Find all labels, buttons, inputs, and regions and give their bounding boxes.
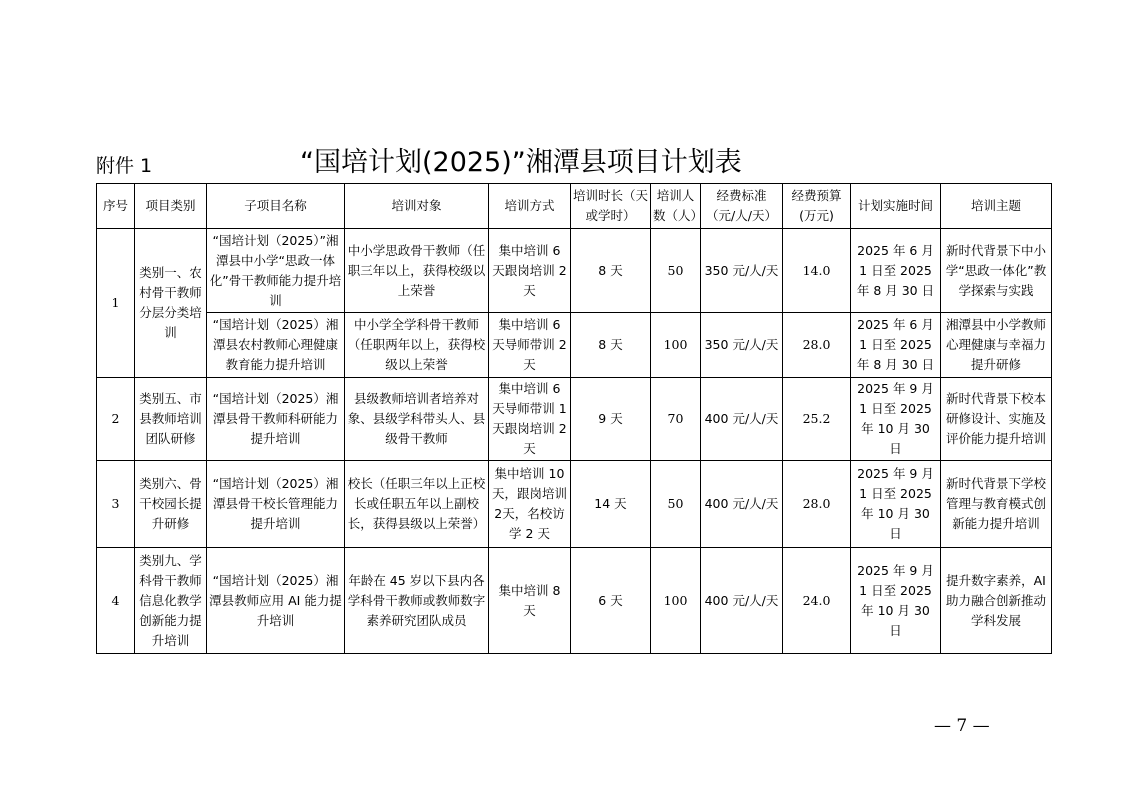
method-cell: 集中培训 6 天导师带训 2 天 — [489, 313, 571, 378]
table-row — [97, 229, 1052, 313]
duration-cell: 14 天 — [571, 461, 651, 548]
header-duration: 培训时长（天或学时） — [571, 184, 651, 229]
duration-cell: 8 天 — [571, 229, 651, 313]
seq-cell: 2 — [97, 378, 135, 461]
budget-cell: 24.0 — [783, 548, 851, 654]
duration-cell: 6 天 — [571, 548, 651, 654]
target-cell: 中小学思政骨干教师（任职三年以上，获得校级以上荣誉 — [345, 229, 489, 313]
method-cell: 集中培训 6 天导师带训 1 天跟岗培训 2 天 — [489, 378, 571, 461]
target-cell: 县级教师培训者培养对象、县级学科带头人、县级骨干教师 — [345, 378, 489, 461]
target-cell: 年龄在 45 岁以下县内各学科骨干教师或教师数字素养研究团队成员 — [345, 548, 489, 654]
target-cell: 中小学全学科骨干教师（任职两年以上，获得校级以上荣誉 — [345, 313, 489, 378]
count-cell: 50 — [651, 229, 701, 313]
sub-project-cell: “国培计划（2025）湘潭县农村教师心理健康教育能力提升培训 — [207, 313, 345, 378]
standard-cell: 350 元/人/天 — [701, 313, 783, 378]
time-cell: 2025 年 9 月 1 日至 2025 年 10 月 30 日 — [851, 378, 941, 461]
time-cell: 2025 年 9 月 1 日至 2025 年 10 月 30 日 — [851, 461, 941, 548]
standard-cell: 400 元/人/天 — [701, 548, 783, 654]
target-cell: 校长（任职三年以上正校长或任职五年以上副校长，获得县级以上荣誉） — [345, 461, 489, 548]
page-number: — 7 — — [934, 716, 990, 736]
table-row — [97, 548, 1052, 654]
header-sub-project: 子项目名称 — [207, 184, 345, 229]
duration-cell: 9 天 — [571, 378, 651, 461]
category-cell: 类别六、骨干校园长提升研修 — [135, 461, 207, 548]
theme-cell: 提升数字素养，AI 助力融合创新推动学科发展 — [941, 548, 1052, 654]
budget-cell: 25.2 — [783, 378, 851, 461]
budget-cell: 14.0 — [783, 229, 851, 313]
category-cell: 类别九、学科骨干教师信息化教学创新能力提升培训 — [135, 548, 207, 654]
method-cell: 集中培训 8 天 — [489, 548, 571, 654]
theme-cell: 新时代背景下中小学“思政一体化”教学探索与实践 — [941, 229, 1052, 313]
time-cell: 2025 年 6 月 1 日至 2025 年 8 月 30 日 — [851, 313, 941, 378]
header-theme: 培训主题 — [941, 184, 1052, 229]
page-title: “国培计划(2025)”湘潭县项目计划表 — [300, 147, 742, 178]
table-row — [97, 461, 1052, 548]
table-header-row — [97, 184, 1052, 229]
seq-cell: 3 — [97, 461, 135, 548]
theme-cell: 湘潭县中小学教师心理健康与幸福力提升研修 — [941, 313, 1052, 378]
count-cell: 100 — [651, 313, 701, 378]
seq-cell: 1 — [97, 229, 135, 378]
count-cell: 50 — [651, 461, 701, 548]
header-budget: 经费预算(万元) — [783, 184, 851, 229]
time-cell: 2025 年 6 月 1 日至 2025 年 8 月 30 日 — [851, 229, 941, 313]
theme-cell: 新时代背景下校本研修设计、实施及评价能力提升培训 — [941, 378, 1052, 461]
count-cell: 70 — [651, 378, 701, 461]
method-cell: 集中培训 10 天，跟岗培训 2天，名校访学 2 天 — [489, 461, 571, 548]
method-cell: 集中培训 6 天跟岗培训 2 天 — [489, 229, 571, 313]
seq-cell: 4 — [97, 548, 135, 654]
count-cell: 100 — [651, 548, 701, 654]
standard-cell: 400 元/人/天 — [701, 461, 783, 548]
header-count: 培训人数（人） — [651, 184, 701, 229]
time-cell: 2025 年 9 月 1 日至 2025 年 10 月 30 日 — [851, 548, 941, 654]
standard-cell: 400 元/人/天 — [701, 378, 783, 461]
sub-project-cell: “国培计划（2025）湘潭县骨干教师科研能力提升培训 — [207, 378, 345, 461]
attachment-label: 附件 1 — [96, 155, 153, 177]
duration-cell: 8 天 — [571, 313, 651, 378]
sub-project-cell: “国培计划（2025）”湘潭县中小学“思政一体化”骨干教师能力提升培训 — [207, 229, 345, 313]
table-row — [97, 378, 1052, 461]
project-plan-table — [96, 183, 1052, 654]
budget-cell: 28.0 — [783, 461, 851, 548]
header-seq: 序号 — [97, 184, 135, 229]
header-time: 计划实施时间 — [851, 184, 941, 229]
category-cell: 类别五、市县教师培训团队研修 — [135, 378, 207, 461]
category-cell: 类别一、农村骨干教师分层分类培训 — [135, 229, 207, 378]
budget-cell: 28.0 — [783, 313, 851, 378]
header-standard: 经费标准（元/人/天） — [701, 184, 783, 229]
table-row — [97, 313, 1052, 378]
header-category: 项目类别 — [135, 184, 207, 229]
sub-project-cell: “国培计划（2025）湘潭县骨干校长管理能力提升培训 — [207, 461, 345, 548]
standard-cell: 350 元/人/天 — [701, 229, 783, 313]
header-target: 培训对象 — [345, 184, 489, 229]
header-method: 培训方式 — [489, 184, 571, 229]
sub-project-cell: “国培计划（2025）湘潭县教师应用 AI 能力提升培训 — [207, 548, 345, 654]
theme-cell: 新时代背景下学校管理与教育模式创新能力提升培训 — [941, 461, 1052, 548]
